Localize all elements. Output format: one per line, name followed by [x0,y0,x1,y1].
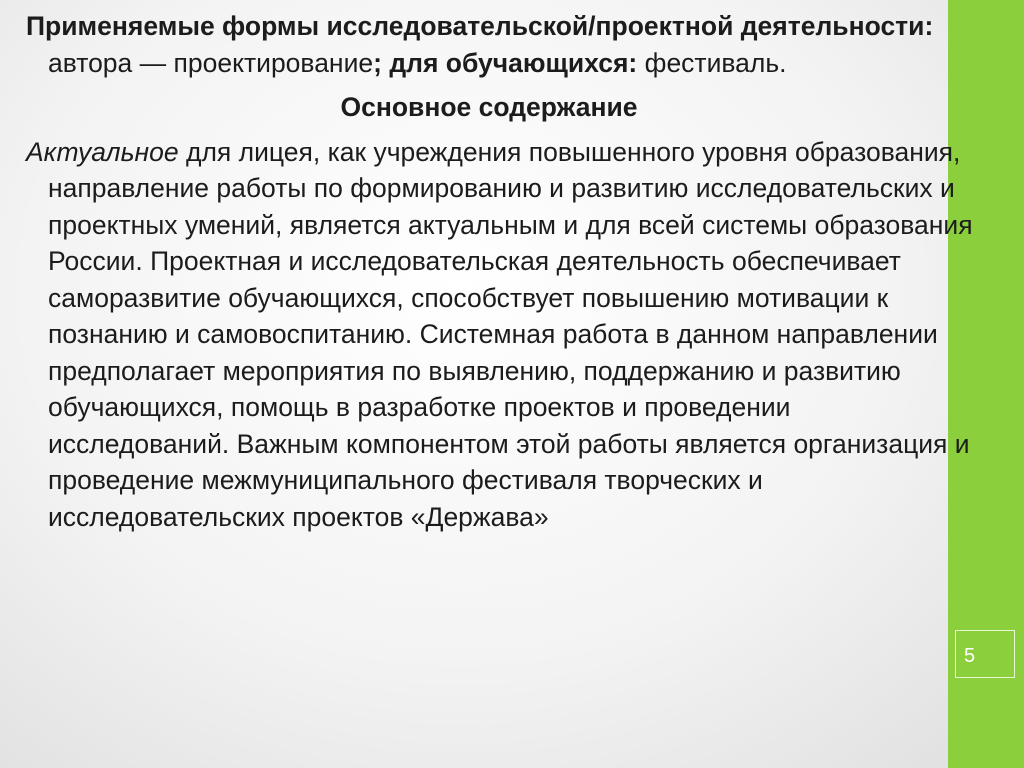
page-number-box [955,630,1015,678]
separator: ; [373,47,382,78]
forms-label: Применяемые формы исследовательской/проектной деятельности: [26,11,934,41]
body-paragraph [26,134,976,536]
dash: — [139,47,167,78]
author-label: автора [48,47,133,78]
page-number: 5 [964,645,976,667]
body-lead: Актуальное [26,136,179,167]
students-label: для обучающихся: [389,47,638,78]
students-value: фестиваль. [644,47,787,78]
slide-content [26,8,976,535]
section-title: Основное содержание [340,92,638,122]
author-value: проектирование [173,47,374,78]
forms-paragraph [26,8,976,81]
body-text: для лицея, как учреждения повышенного уровня образования, направление работы по формированию и развитию исследовательских и проектных умений, является актуальным и для всей системы образования России. Проектная и исследовательская деятельность обеспечивает саморазвитие обучающихся, способствует повышению мотивации к познанию и самовоспитанию. Системная работа в данном направлении предполагает мероприятия по выявлению, поддержанию и развитию обучающихся, помощь в разработке проектов и проведении исследований. Важным компонентом этой работы является организация и проведение межмуниципального фестиваля творческих и исследовательских проектов «Держава» [48,136,973,532]
